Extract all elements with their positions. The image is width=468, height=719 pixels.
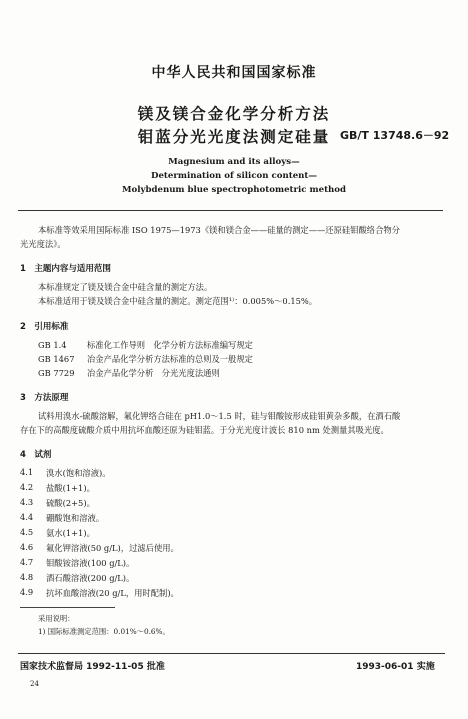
reagent-number: 4.1: [20, 467, 34, 477]
section-4-heading: 4 试剂: [20, 450, 52, 460]
section-1-line-1: 本标准规定了镁及镁合金中硅含量的测定方法。: [38, 282, 213, 292]
reagent-number: 4.6: [20, 542, 34, 552]
reagent-number: 4.9: [20, 587, 34, 597]
english-title-line-2: Determination of silicon content—: [151, 171, 317, 181]
ref-code: GB 1.4: [38, 340, 67, 350]
section-1-heading: 1 主题内容与适用范围: [20, 264, 111, 274]
title-line-2: 钼蓝分光光度法测定硅量: [137, 128, 331, 146]
reagent-text: 氟化钾溶液(50 g/L)，过滤后使用。: [46, 543, 179, 553]
reagent-number: 4.8: [20, 572, 34, 582]
ref-code: GB 1467: [38, 354, 75, 364]
reagent-text: 盐酸(1+1)。: [46, 483, 95, 493]
page-number: 24: [30, 680, 39, 688]
footer-divider: [18, 653, 445, 654]
reagent-text: 氨水(1+1)。: [46, 528, 95, 538]
reagent-number: 4.4: [20, 512, 34, 522]
approval-date: 国家技术监督局 1992-11-05 批准: [20, 662, 165, 672]
reagent-text: 抗坏血酸溶液(20 g/L，用时配制)。: [46, 588, 179, 598]
footnote-label: 采用说明：: [38, 614, 75, 623]
english-title-line-3: Molybdenum blue spectrophotometric method: [121, 185, 347, 195]
reagent-number: 4.5: [20, 527, 34, 537]
title-line-1: 镁及镁合金化学分析方法: [137, 105, 331, 123]
ref-title: 冶金产品化学分析 分光光度法通则: [87, 368, 220, 378]
english-title-line-1: Magnesium and its alloys—: [168, 157, 300, 167]
standard-code: GB/T 13748.6－92: [340, 129, 450, 142]
ref-title: 标准化工作导则 化学分析方法标准编写规定: [87, 340, 253, 350]
implementation-date: 1993-06-01 实施: [356, 662, 435, 672]
reagent-number: 4.3: [20, 497, 34, 507]
reagent-text: 硼酸饱和溶液。: [46, 513, 105, 523]
footnote-text: 1) 国际标准测定范围：0.01%～0.6%。: [38, 627, 170, 636]
intro-line-1: 本标准等效采用国际标准 ISO 1975—1973《镁和镁合金——硅量的测定——还原硅钼酸络合物分: [38, 225, 400, 235]
reagent-text: 溴水(饱和溶液)。: [46, 468, 111, 478]
section-3-line-2: 存在下的高酸度硫酸介质中用抗坏血酸还原为硅钼蓝。于分光光度计波长 810 nm 处测量其吸光度。: [20, 425, 389, 435]
header-divider: [18, 210, 443, 211]
intro-line-2: 光光度法》。: [20, 239, 66, 249]
section-3-heading: 3 方法原理: [20, 393, 69, 403]
standard-label: 中华人民共和国国家标准: [151, 65, 317, 81]
ref-code: GB 7729: [38, 368, 75, 378]
reagent-text: 钼酸铵溶液(100 g/L)。: [46, 558, 135, 568]
footnote-divider: [20, 607, 115, 608]
reagent-number: 4.2: [20, 482, 34, 492]
ref-title: 冶金产品化学分析方法标准的总则及一般规定: [87, 354, 253, 364]
reagent-text: 酒石酸溶液(200 g/L)。: [46, 573, 135, 583]
section-1-line-2: 本标准适用于镁及镁合金中硅含量的测定。测定范围¹⁾：0.005%～0.15%。: [38, 296, 318, 306]
reagent-text: 硫酸(2+5)。: [46, 498, 95, 508]
section-2-heading: 2 引用标准: [20, 322, 69, 332]
reagent-number: 4.7: [20, 557, 34, 567]
section-3-line-1: 试料用溴水-硫酸溶解，氟化钾络合硅在 pH1.0～1.5 时，硅与钼酸铵形成硅钼黄杂多酸，在酒石酸: [38, 411, 401, 421]
